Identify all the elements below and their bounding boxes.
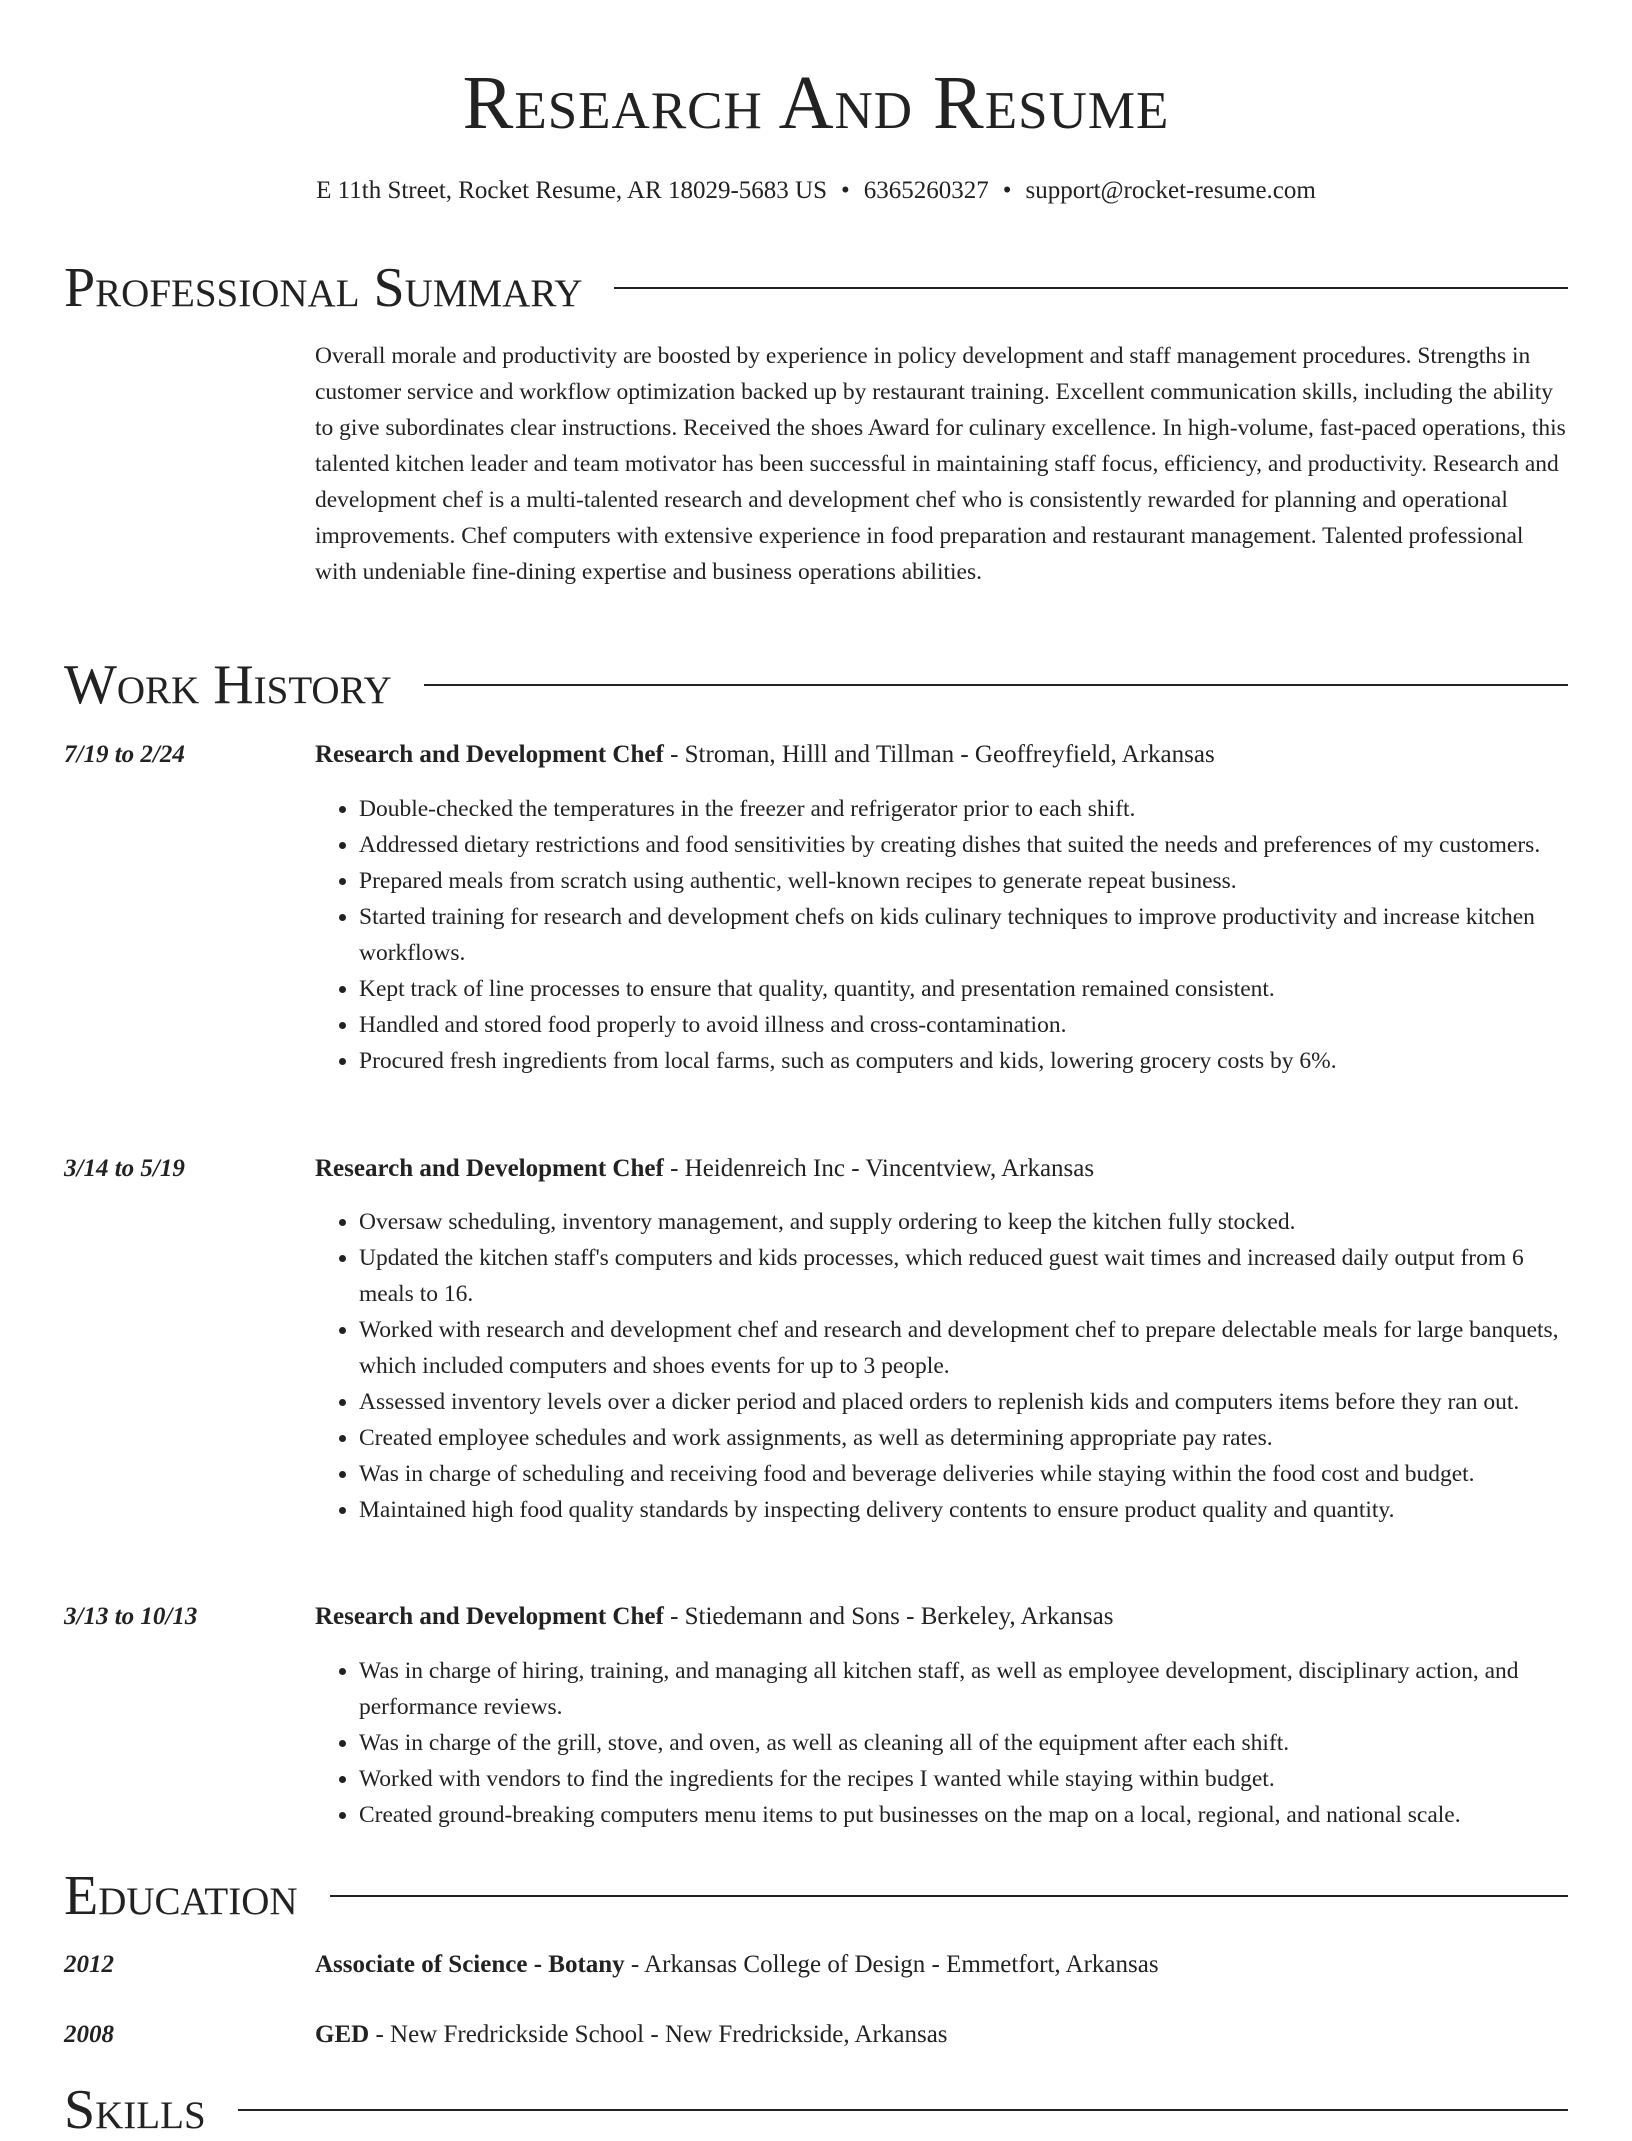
education-detail: - New Fredrickside School - New Fredrickside, Arkansas xyxy=(369,2021,948,2048)
job-bullet: • Prepared meals from scratch using authentic, well-known recipes to generate repeat business. xyxy=(359,863,1570,899)
job-bullet: • Created employee schedules and work assignments, as well as determining appropriate pay rates. xyxy=(359,1420,1570,1456)
section-header-education xyxy=(64,1866,1568,1926)
job-bullet: • Created ground-breaking computers menu items to put businesses on the map on a local, regional, and national scale. xyxy=(359,1797,1570,1833)
contact-separator: • xyxy=(1002,177,1012,204)
education-heading xyxy=(315,1948,1575,1982)
job-dates: 7/19 to 2/24 xyxy=(64,741,185,768)
section-rule xyxy=(424,684,1568,686)
education-year: 2012 xyxy=(64,1951,114,1978)
job-detail: - Stiedemann and Sons - Berkeley, Arkansas xyxy=(663,1603,1114,1630)
section-header-summary xyxy=(64,258,1568,318)
section-title: Professional Summary xyxy=(64,257,583,319)
education-detail: - Arkansas College of Design - Emmetfort, Arkansas xyxy=(624,1951,1159,1978)
section-rule xyxy=(238,2109,1568,2111)
job-bullet: • Oversaw scheduling, inventory management, and supply ordering to keep the kitchen fully stocked. xyxy=(359,1204,1570,1240)
education-heading xyxy=(315,2018,1575,2052)
education-degree: Associate of Science - Botany xyxy=(315,1951,625,1978)
summary-text: Overall morale and productivity are boosted by experience in policy development and staff management procedures. Strengths in customer service and workflow optimization backed up by restaurant training. Excellent communication skills, including the ability to give subordinates clear instructions. Received the shoes Award for culinary excellence. In high-volume, fast-paced operations, this talented kitchen leader and team motivator has been successful in maintaining staff focus, efficiency, and productivity. Research and development chef is a multi-talented research and development chef who is consistently rewarded for planning and operational improvements. Chef computers with extensive experience in food preparation and restaurant management. Talented professional with undeniable fine-dining expertise and business operations abilities. xyxy=(315,343,1566,585)
job-heading xyxy=(315,1152,1575,1186)
section-title: Education xyxy=(64,1865,298,1927)
education-degree: GED xyxy=(315,2021,370,2048)
education-year: 2008 xyxy=(64,2021,114,2048)
contact-separator: • xyxy=(841,177,850,204)
job-role: Research and Development Chef xyxy=(315,741,664,768)
contact-address: E 11th Street, Rocket Resume, AR 18029-5683 US xyxy=(316,177,827,204)
job-heading xyxy=(315,738,1575,772)
job-role: Research and Development Chef xyxy=(315,1155,664,1182)
job-dates: 3/13 to 10/13 xyxy=(64,1603,198,1630)
contact-phone[interactable]: 6365260327 xyxy=(863,177,989,204)
job-bullet: • Assessed inventory levels over a dicker period and placed orders to replenish kids and computers items before they ran out. xyxy=(359,1384,1570,1420)
job-bullet: • Addressed dietary restrictions and food sensitivities by creating dishes that suited the needs and preferences of my customers. xyxy=(359,827,1570,863)
job-detail: - Stroman, Hilll and Tillman - Geoffreyfield, Arkansas xyxy=(663,741,1215,768)
section-header-work-history xyxy=(64,655,1568,715)
job-bullet: • Double-checked the temperatures in the freezer and refrigerator prior to each shift. xyxy=(359,791,1570,827)
job-bullet: • Updated the kitchen staff's computers and kids processes, which reduced guest wait times and increased daily output from 6 meals to 16. xyxy=(359,1240,1570,1312)
contact-line xyxy=(0,174,1632,208)
job-bullet: • Was in charge of hiring, training, and managing all kitchen staff, as well as employee development, disciplinary action, and performance reviews. xyxy=(359,1653,1570,1725)
job-bullet: • Worked with vendors to find the ingredients for the recipes I wanted while staying within budget. xyxy=(359,1761,1570,1797)
section-rule xyxy=(330,1895,1568,1897)
job-bullet: • Procured fresh ingredients from local farms, such as computers and kids, lowering grocery costs by 6%. xyxy=(359,1043,1570,1079)
job-dates: 3/14 to 5/19 xyxy=(64,1155,185,1182)
job-heading xyxy=(315,1600,1575,1634)
resume-name: Research And Resume xyxy=(462,61,1170,145)
job-role: Research and Development Chef xyxy=(315,1603,664,1630)
job-bullet: • Maintained high food quality standards by inspecting delivery contents to ensure product quality and quantity. xyxy=(359,1492,1570,1528)
job-bullet: • Started training for research and development chefs on kids culinary techniques to improve productivity and increase kitchen workflows. xyxy=(359,899,1570,971)
job-bullets xyxy=(315,1653,1570,1833)
job-bullet: • Kept track of line processes to ensure that quality, quantity, and presentation remained consistent. xyxy=(359,971,1570,1007)
section-title: Skills xyxy=(64,2079,206,2141)
section-rule xyxy=(614,287,1568,289)
job-bullet: • Handled and stored food properly to avoid illness and cross-contamination. xyxy=(359,1007,1570,1043)
job-bullets xyxy=(315,791,1570,1079)
job-detail: - Heidenreich Inc - Vincentview, Arkansas xyxy=(663,1155,1095,1182)
section-title: Work History xyxy=(64,654,392,716)
job-bullets xyxy=(315,1204,1570,1528)
job-bullet: • Worked with research and development chef and research and development chef to prepare delectable meals for large banquets, which included computers and shoes events for up to 3 people. xyxy=(359,1312,1570,1384)
job-bullet: • Was in charge of scheduling and receiving food and beverage deliveries while staying within the food cost and budget. xyxy=(359,1456,1570,1492)
job-bullet: • Was in charge of the grill, stove, and oven, as well as cleaning all of the equipment after each shift. xyxy=(359,1725,1570,1761)
section-header-skills xyxy=(64,2080,1568,2140)
contact-email[interactable]: support@rocket-resume.com xyxy=(1025,177,1316,204)
